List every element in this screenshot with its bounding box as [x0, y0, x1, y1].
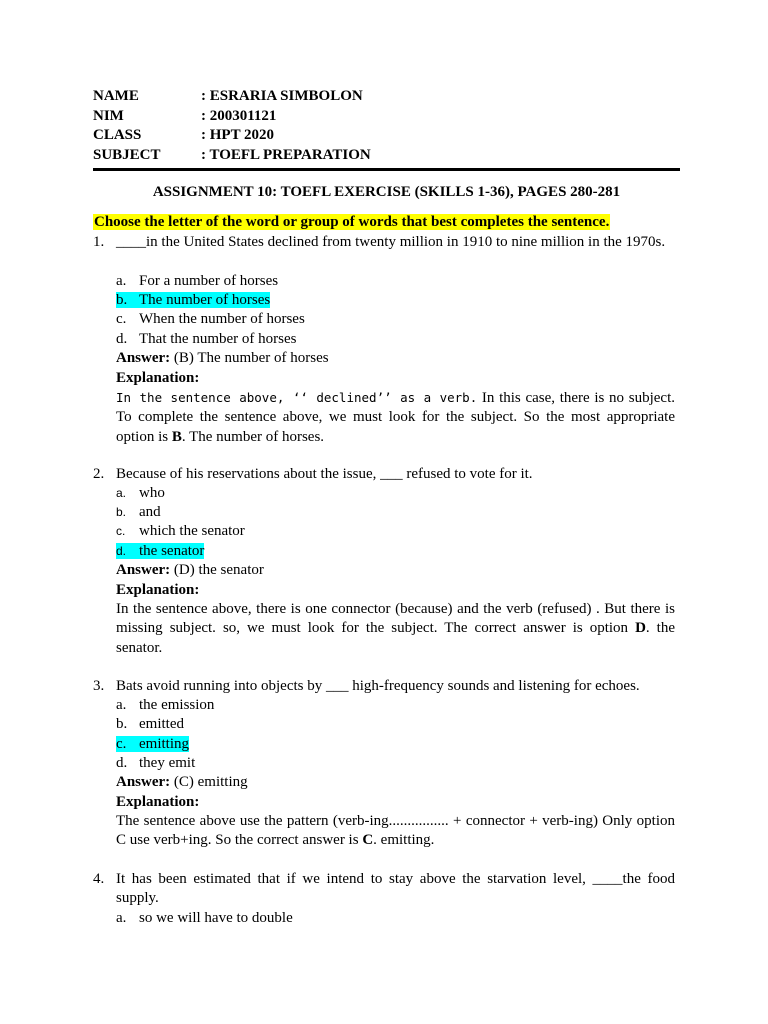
option-letter: b.: [116, 716, 128, 732]
explanation-option: B: [171, 428, 182, 445]
option-text: the senator: [139, 543, 205, 559]
question-2-answer: [116, 561, 264, 580]
question-3-option-c: [116, 735, 189, 754]
explanation-option: D: [635, 620, 646, 637]
question-2-number: 2.: [93, 466, 105, 482]
option-letter: a.: [116, 486, 127, 500]
explanation-end: . emitting.: [373, 832, 435, 849]
subject-value: : TOEFL PREPARATION: [201, 147, 371, 163]
option-text: The number of horses: [139, 292, 271, 308]
question-2-explanation-label: Explanation:: [116, 582, 200, 598]
subject-label: SUBJECT: [93, 147, 161, 163]
option-letter: a.: [116, 273, 127, 289]
class-value: : HPT 2020: [201, 127, 275, 143]
option-letter: a.: [116, 697, 127, 713]
class-label: CLASS: [93, 127, 142, 143]
header-divider: [93, 168, 680, 171]
question-3-option-d: [116, 754, 195, 773]
question-2-option-d: [116, 542, 204, 561]
option-letter: b.: [116, 505, 127, 519]
option-letter: c.: [116, 311, 127, 327]
option-text: When the number of horses: [139, 311, 305, 327]
question-2-option-b: [116, 503, 161, 522]
nim-label: NIM: [93, 108, 124, 124]
explanation-end: . The number of horses.: [181, 428, 325, 445]
option-text: emitting: [139, 736, 189, 752]
question-1-explanation: [116, 388, 675, 447]
explanation-prefix: In the sentence above, ‘‘ declined’’ as a verb.: [116, 390, 478, 405]
nim-value: : 200301121: [201, 108, 277, 124]
option-text: the emission: [139, 697, 215, 713]
option-text: they emit: [139, 755, 196, 771]
option-text: emitted: [139, 716, 184, 732]
option-letter: c.: [116, 524, 126, 538]
explanation-end: . the senator.: [116, 620, 675, 656]
instruction: [93, 212, 610, 232]
answer-label: Answer:: [116, 350, 171, 366]
question-1-explanation-label: Explanation:: [116, 370, 200, 386]
question-1-answer: [116, 349, 329, 368]
explanation-text: The sentence above use the pattern (verb-ing................ + connector + verb-ing) Only option C use verb+ing. So the correct answer is: [116, 813, 675, 849]
name-label: NAME: [93, 88, 139, 104]
question-2-option-c: [116, 522, 245, 541]
question-4-number: 4.: [93, 871, 105, 887]
question-2-explanation: [116, 600, 675, 658]
instruction-text: Choose the letter of the word or group of words that best completes the sentence.: [94, 214, 610, 230]
explanation-text: In the sentence above, there is one connector (because) and the verb (refused) . But there is missing subject. so, we must look for the subject. The correct answer is option: [116, 601, 675, 637]
question-1-text: ____in the United States declined from twenty million in 1910 to nine million in the 1970s.: [116, 234, 666, 250]
question-1-number: 1.: [93, 234, 105, 250]
option-letter: a.: [116, 910, 127, 926]
option-letter: d.: [116, 755, 128, 771]
question-2-option-a: [116, 484, 165, 503]
option-text: For a number of horses: [139, 273, 279, 289]
question-1-option-c: [116, 310, 305, 329]
question-4-text: It has been estimated that if we intend to stay above the starvation level, ____the food supply.: [116, 871, 675, 907]
option-text: and: [139, 504, 161, 520]
question-3-text: Bats avoid running into objects by ___ high-frequency sounds and listening for echoes.: [116, 678, 640, 694]
option-letter: b.: [116, 292, 128, 308]
question-3-explanation-label: Explanation:: [116, 794, 200, 810]
answer-label: Answer:: [116, 562, 171, 578]
question-1-option-d: [116, 330, 296, 349]
option-letter: c.: [116, 736, 127, 752]
question-3-explanation: [116, 812, 675, 851]
question-1-option-b: [116, 291, 270, 310]
question-3-option-b: [116, 715, 184, 734]
answer-value: (B) The number of horses: [173, 350, 329, 366]
option-letter: d.: [116, 544, 127, 558]
option-text: so we will have to double: [139, 910, 293, 926]
answer-value: (D) the senator: [173, 562, 264, 578]
option-text: That the number of horses: [139, 331, 297, 347]
name-value: : ESRARIA SIMBOLON: [201, 88, 363, 104]
option-letter: d.: [116, 331, 128, 347]
question-1-option-a: [116, 272, 278, 291]
question-3-number: 3.: [93, 678, 105, 694]
option-text: who: [139, 485, 165, 501]
explanation-option: C: [362, 832, 374, 849]
explanation-text: In this case, there is no subject. To complete the sentence above, we must look for the subject. So the most appropriate option is: [116, 390, 675, 445]
answer-label: Answer:: [116, 774, 171, 790]
question-4-option-a: [116, 909, 293, 928]
question-3-answer: [116, 773, 248, 792]
question-2-text: Because of his reservations about the issue, ___ refused to vote for it.: [116, 466, 533, 482]
answer-value: (C) emitting: [173, 774, 248, 790]
option-text: which the senator: [139, 523, 245, 539]
assignment-title: ASSIGNMENT 10: TOEFL EXERCISE (SKILLS 1-36), PAGES 280-281: [152, 184, 621, 200]
question-3-option-a: [116, 696, 214, 715]
